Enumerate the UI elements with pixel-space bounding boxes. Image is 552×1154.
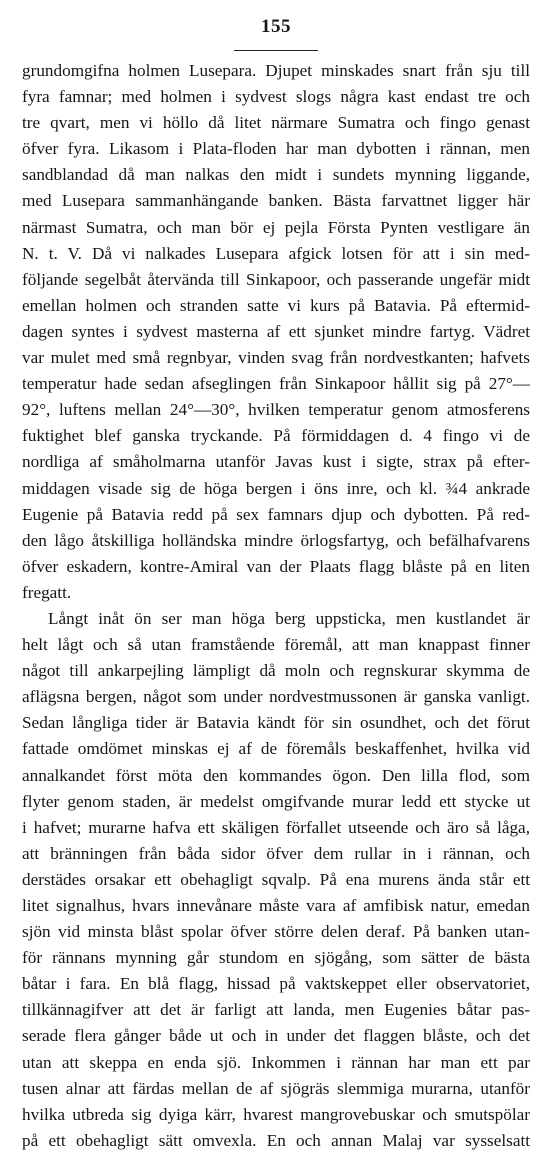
text-line: fregatt. [22,582,72,602]
text-line: temperatur hade sedan afseglingen från Sinkapoor hållit sig på 27°— [22,374,530,394]
text-line: 92°, luftens mellan 24°—30°, hvilken temperatur genom atmosferens [22,400,530,420]
text-line: på ett obehagligt sätt omvexla. En och annan Malaj var sysselsatt [22,1130,530,1150]
text-line: aflägsna bergen, något som under nordvestmussonen är ganska vanligt. [22,687,530,707]
text-line: med Lusepara sammanhängande banken. Bästa farvattnet ligger här [22,191,530,211]
text-line: för rännans mynning går stundom en sjögång, som sätter de bästa [22,948,530,968]
text-line: följande segelbåt återvända till Sinkapoor, och passerande ungefär midt [22,269,530,289]
text-line: fattade omdömet minskas ej af de föremåls beskaffenhet, hvilka vid [22,739,530,759]
text-line: öfver eskadern, kontre-Amiral van der Plaats flagg blåste på en liten [22,556,530,576]
text-line: båtar i fara. En blå flagg, hissad på vaktskeppet eller observatoriet, [22,974,530,994]
text-line: i hafvet; murarne hafva ett skäligen förfallet utseende och äro så låga, [22,817,530,837]
text-line: hvilka utbreda sig dyiga kärr, hvarest mangrovebuskar och smutspölar [22,1104,530,1124]
text-line: tusen alnar att färdas mellan de af sjögräs slemmiga murarna, utanför [22,1078,530,1098]
text-line: nordliga af småholmarna utanför Javas kust i sigte, strax på efter- [22,452,530,472]
text-line: dagen syntes i sydvest masterna af ett sjunket mindre fartyg. Vädret [22,321,530,341]
text-line: N. t. V. Då vi nalkades Lusepara afgick lotsen för att i sin med- [22,243,530,263]
text-line: middagen visade sig de höga bergen i öns inre, och kl. ¾4 ankrade [22,478,530,498]
text-line: sandblandad då man nalkas den midt i sundets mynning liggande, [22,165,530,185]
text-line: Eugenie på Batavia redd på sex famnars djup och dybotten. På red- [22,504,530,524]
text-line: litet signalhus, hvars innevånare måste vara af amfibisk natur, emedan [22,896,530,915]
text-line: tillkännagifver att det är farligt att landa, men Eugenies båtar pas- [22,1000,530,1020]
text-line: flyter genom staden, är medelst omgifvande murar ledd ett stycke ut [22,791,530,811]
page-number: 155 [261,16,291,37]
text-line: något till ankarpejling lämpligt då moln och regnskurar skymma de [22,661,530,681]
text-line: närmast Sumatra, och man bör ej pejla Första Pynten vestligare än [22,217,530,237]
text-line: fuktighet blef ganska tryckande. På förmiddagen d. 4 fingo vi de [22,426,530,446]
text-line: serade flera gånger både ut och in under det flaggen blåste, och det [22,1026,530,1046]
text-line: Långt inåt ön ser man höga berg uppsticka, men kustlandet är [48,608,530,628]
body-text [22,58,530,1154]
text-line: fyra famnar; med holmen i sydvest slogs några kast endast tre och [22,87,530,107]
paragraph [22,606,530,1154]
text-line: att bränningen från båda sidor öfver dem rullar in i rännan, och [22,843,530,863]
text-line: annalkandet först möta den kommandes ögon. Den lilla flod, som [22,765,530,785]
text-line: derstädes orsakar ett obehagligt sqvalp. På ena murens ända står ett [22,869,530,889]
header-rule [234,50,318,51]
text-line: den lågo åtskilliga holländska mindre örlogsfartyg, och befälhafvarens [22,530,530,550]
text-line: Sedan långliga tider är Batavia kändt för sin osundhet, och det förut [22,713,530,733]
text-line: var mulet med små regnbyar, vinden svag från nordvestkanten; hafvets [22,348,530,368]
text-line: grundomgifna holmen Lusepara. Djupet minskades snart från sju till [22,61,530,80]
paragraph [22,58,530,606]
text-line: öfver fyra. Likasom i Plata-floden har man dybotten i rännan, men [22,139,530,159]
text-line: sjön vid minsta blåst spolar öfver större delen deraf. På banken utan- [22,922,530,942]
text-line: helt lågt och så utan framstående föremål, att man knappast finner [22,635,530,655]
text-line: utan att skeppa en enda sjö. Inkommen i rännan har man ett par [22,1052,530,1072]
text-line: tre qvart, men vi höllo då litet närmare Sumatra och fingo genast [22,113,530,133]
text-line: emellan holmen och stranden satte vi kurs på Batavia. På eftermid- [22,295,530,315]
